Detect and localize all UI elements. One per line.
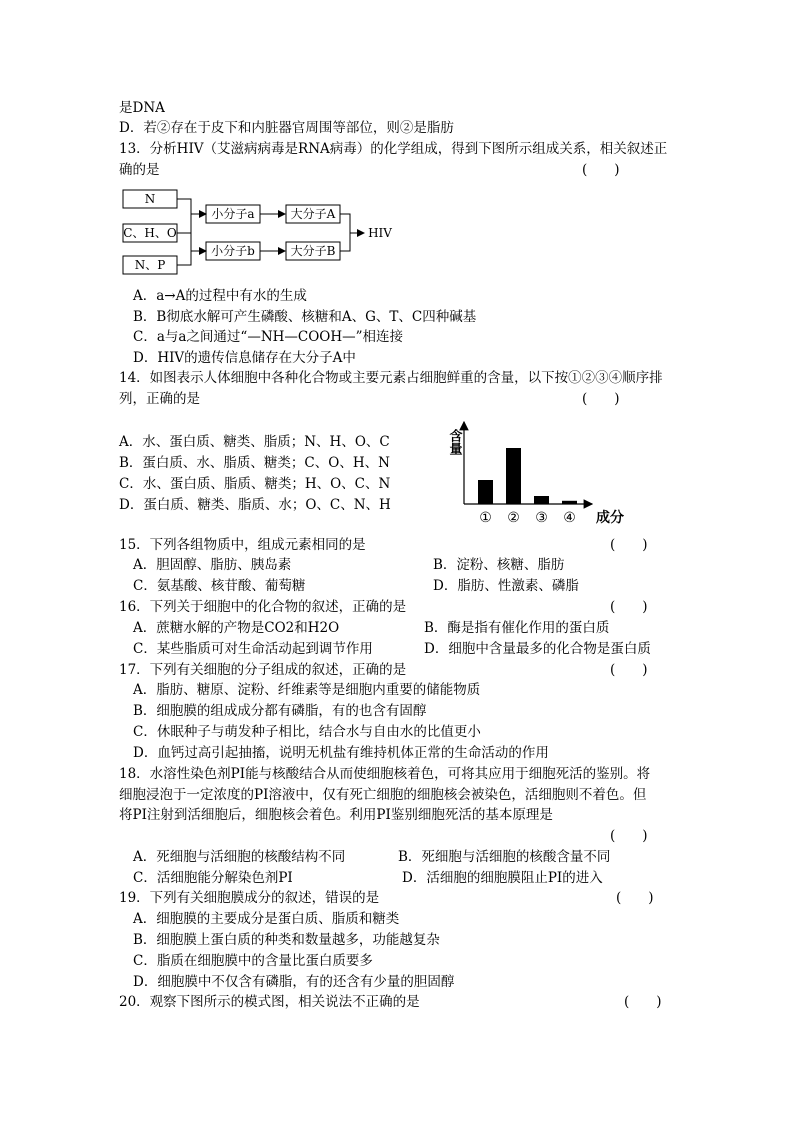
q20-answer-bracket: ( ) bbox=[624, 994, 662, 1010]
tick-label-1: ① bbox=[479, 510, 492, 526]
tick-label-2: ② bbox=[507, 510, 520, 526]
bar-3 bbox=[534, 496, 549, 504]
cho-label: C、H、O bbox=[123, 226, 177, 240]
q14-option-d: D．蛋白质、糖类、脂质、水；O、C、N、H bbox=[119, 497, 391, 513]
q14-stem: 14．如图表示人体细胞中各种化合物或主要元素占细胞鲜重的含量，以下按①②③④顺序排 bbox=[119, 370, 663, 386]
q14-answer-bracket: ( ) bbox=[582, 391, 620, 407]
q17-option-b: B．细胞膜的组成成分都有磷脂，有的也含有固醇 bbox=[133, 703, 427, 719]
q16-answer-bracket: ( ) bbox=[610, 599, 648, 615]
small-b-label: 小分子b bbox=[211, 244, 255, 258]
q18-option-c: C．活细胞能分解染色剂PI bbox=[133, 870, 293, 886]
q14-option-b: B．蛋白质、水、脂质、糖类；C、O、H、N bbox=[119, 455, 390, 471]
q17-answer-bracket: ( ) bbox=[610, 662, 648, 678]
q15-option-a: A．胆固醇、脂肪、胰岛素 bbox=[133, 557, 292, 573]
q19-option-b: B．细胞膜上蛋白质的种类和数量越多，功能越复杂 bbox=[133, 932, 440, 948]
q18-stem: 18．水溶性染色剂PI能与核酸结合从而使细胞核着色，可将其应用于细胞死活的鉴别。将 bbox=[119, 766, 651, 782]
q16-option-b: B．酶是指有催化作用的蛋白质 bbox=[424, 620, 610, 636]
tick-label-3: ③ bbox=[535, 510, 548, 526]
x-axis-label: 成分 bbox=[596, 510, 624, 526]
q17-option-c: C．休眠种子与萌发种子相比，结合水与自由水的比值更小 bbox=[133, 724, 481, 740]
q19-option-d: D．细胞膜中不仅含有磷脂，有的还含有少量的胆固醇 bbox=[133, 974, 455, 990]
q13-diagram bbox=[118, 186, 418, 278]
bar-4 bbox=[562, 501, 577, 504]
q13-answer-bracket: ( ) bbox=[582, 162, 620, 178]
q18-option-a: A．死细胞与活细胞的核酸结构不同 bbox=[133, 849, 346, 865]
option-d: D．若②存在于皮下和内脏器官周围等部位，则②是脂肪 bbox=[119, 120, 454, 136]
q17-option-a: A．脂肪、糖原、淀粉、纤维素等是细胞内重要的储能物质 bbox=[133, 682, 481, 698]
q19-stem: 19．下列有关细胞膜成分的叙述，错误的是 bbox=[119, 890, 380, 906]
tick-label-4: ④ bbox=[563, 510, 576, 526]
q17-stem: 17．下列有关细胞的分子组成的叙述，正确的是 bbox=[119, 662, 407, 678]
q14-option-a: A．水、蛋白质、糖类、脂质；N、H、O、C bbox=[119, 434, 390, 450]
bar-1 bbox=[478, 480, 493, 504]
q14-bar-chart bbox=[440, 418, 640, 530]
q18-option-d: D．活细胞的细胞膜阻止PI的进入 bbox=[402, 870, 603, 886]
q14-stem-cont: 列，正确的是 bbox=[119, 391, 200, 407]
q16-option-a: A．蔗糖水解的产物是CO2和H2O bbox=[133, 620, 340, 636]
n-label: N bbox=[144, 192, 156, 206]
q13-option-d: D．HIV的遗传信息储存在大分子A中 bbox=[133, 350, 356, 366]
hiv-label: HIV bbox=[368, 226, 392, 240]
q15-answer-bracket: ( ) bbox=[610, 537, 648, 553]
bar-2 bbox=[506, 448, 521, 504]
np-label: N、P bbox=[134, 258, 166, 272]
q15-option-c: C．氨基酸、核苷酸、葡萄糖 bbox=[133, 578, 306, 594]
small-a-label: 小分子a bbox=[211, 207, 255, 221]
big-b-label: 大分子B bbox=[290, 244, 336, 258]
big-a-label: 大分子A bbox=[290, 207, 336, 221]
q19-option-a: A．细胞膜的主要成分是蛋白质、脂质和糖类 bbox=[133, 911, 400, 927]
q18-stem-cont2: 将PI注射到活细胞后，细胞核会着色。利用PI鉴别细胞死活的基本原理是 bbox=[119, 807, 553, 823]
q16-option-d: D．细胞中含量最多的化合物是蛋白质 bbox=[424, 641, 651, 657]
q20-stem: 20．观察下图所示的模式图，相关说法不正确的是 bbox=[119, 994, 420, 1010]
q13-stem: 13．分析HIV（艾滋病病毒是RNA病毒）的化学组成，得到下图所示组成关系，相关叙述正 bbox=[119, 141, 668, 157]
q19-option-c: C．脂质在细胞膜中的含量比蛋白质要多 bbox=[133, 953, 373, 969]
q15-stem: 15．下列各组物质中，组成元素相同的是 bbox=[119, 537, 366, 553]
text-line: 是DNA bbox=[119, 100, 165, 116]
q18-stem-cont: 细胞浸泡于一定浓度的PI溶液中，仅有死亡细胞的细胞核会被染色，活细胞则不着色。但 bbox=[119, 787, 647, 803]
q18-answer-bracket: ( ) bbox=[610, 828, 648, 844]
q15-option-d: D．脂肪、性激素、磷脂 bbox=[433, 578, 579, 594]
q13-option-a: A．a→A的过程中有水的生成 bbox=[133, 288, 307, 304]
q13-option-c: C．a与a之间通过“—NH—COOH—”相连接 bbox=[133, 329, 404, 345]
q14-option-c: C．水、蛋白质、脂质、糖类；H、O、C、N bbox=[119, 476, 391, 492]
q18-option-b: B．死细胞与活细胞的核酸含量不同 bbox=[398, 849, 611, 865]
y-axis-label: 含量 bbox=[446, 429, 462, 455]
q13-option-b: B．B彻底水解可产生磷酸、核糖和A、G、T、C四种碱基 bbox=[133, 309, 477, 325]
q19-answer-bracket: ( ) bbox=[616, 890, 654, 906]
q15-option-b: B．淀粉、核糖、脂肪 bbox=[433, 557, 565, 573]
q16-stem: 16．下列关于细胞中的化合物的叙述，正确的是 bbox=[119, 599, 407, 615]
q17-option-d: D．血钙过高引起抽搐，说明无机盐有维持机体正常的生命活动的作用 bbox=[133, 745, 549, 761]
q16-option-c: C．某些脂质可对生命活动起到调节作用 bbox=[133, 641, 373, 657]
q13-stem-cont: 确的是 bbox=[119, 162, 160, 178]
